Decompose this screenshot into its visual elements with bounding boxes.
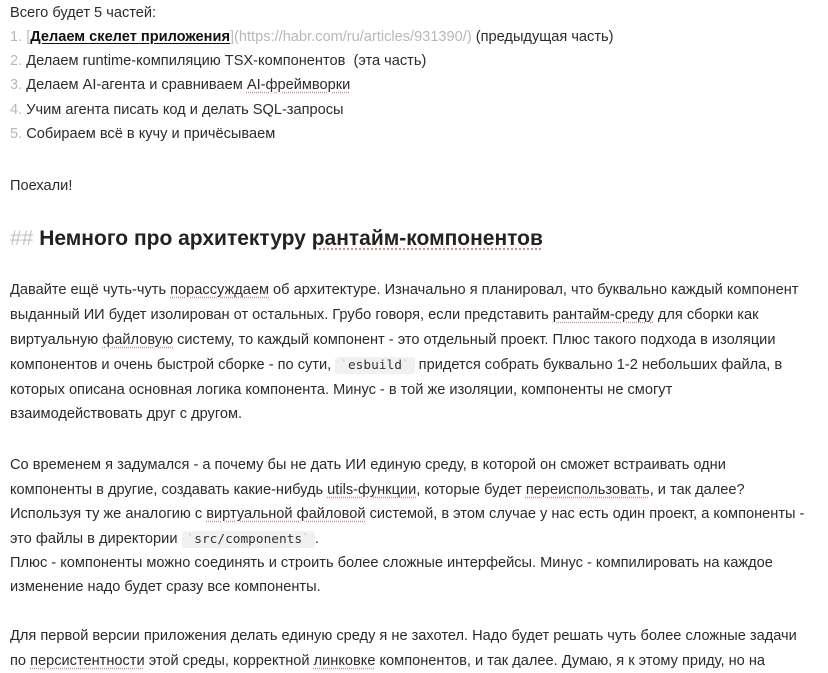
- list-item-suffix: (предыдущая часть): [471, 29, 614, 45]
- text: по: [10, 653, 31, 669]
- text: Для первой версии приложения делать единую среду я не захотел. Надо будет решать чуть более сложные задачи: [10, 628, 797, 644]
- list-item-text: Учим агента писать код и делать SQL-запросы: [26, 102, 344, 118]
- section-heading: [10, 224, 543, 254]
- spellcheck-word[interactable]: переиспользовать: [525, 482, 650, 498]
- spellcheck-word[interactable]: рантайм-среду: [552, 307, 654, 323]
- list-number: 5.: [10, 126, 23, 142]
- paragraph1-line: [10, 353, 782, 377]
- text: систему, то каждый компонент - это отдельный проект. Плюс такого подхода в изоляции: [173, 332, 776, 348]
- text: системой, в этом случае у нас есть один проект, а компоненты -: [365, 506, 805, 522]
- spellcheck-word[interactable]: AI-фреймворки: [246, 77, 351, 93]
- paragraph2-line: [10, 478, 745, 502]
- list-item-text: Делаем AI-агента и сравниваем: [26, 77, 247, 93]
- paragraph3-line: [10, 649, 765, 673]
- paragraph1-line: [10, 303, 759, 327]
- text: выданный ИИ будет изолирован от остальных. Грубо говоря, если представить: [10, 307, 553, 323]
- paragraph2-line: [10, 575, 321, 599]
- text: для сборки как: [653, 307, 759, 323]
- list-item-text: Собираем всё в кучу и причёсываем: [26, 126, 276, 142]
- text: Используя ту же аналогию с: [10, 506, 207, 522]
- text: , которые будет: [416, 482, 526, 498]
- text: .: [314, 531, 319, 547]
- paragraph2-line: [10, 551, 773, 575]
- text: которых описана основная логика компонента. Минус - в той же изоляции, компоненты не смогут: [10, 382, 673, 398]
- spellcheck-word[interactable]: персистентности: [30, 653, 145, 669]
- paragraph1-line: [10, 402, 242, 426]
- spellcheck-word[interactable]: линковке: [313, 653, 376, 669]
- spellcheck-word[interactable]: порассуждаем: [170, 282, 269, 298]
- list-item: [10, 122, 275, 146]
- heading-text: Немного про архитектуру: [39, 227, 312, 250]
- go-line: [10, 174, 72, 198]
- text: Со временем я задумался - а почему бы не дать ИИ единую среду, в которой он сможет встраивать одни: [10, 457, 726, 473]
- heading-markdown-hash: ##: [10, 227, 34, 250]
- inline-code: `esbuild`: [335, 357, 414, 374]
- text: Плюс - компоненты можно соединять и строить более сложные интерфейсы. Минус - компилировать на каждое: [10, 555, 773, 571]
- inline-code-text: src/components: [194, 532, 303, 547]
- link-bracket: ]: [229, 29, 235, 45]
- paragraph1-line: [10, 328, 775, 352]
- text: об архитектуре. Изначально я планировал, что буквально каждый компонент: [269, 282, 799, 298]
- paragraph2-line: [10, 453, 726, 477]
- list-item: [10, 73, 350, 97]
- spellcheck-word[interactable]: utils-функции: [327, 482, 417, 498]
- spellcheck-word[interactable]: файловую: [102, 332, 174, 348]
- list-number: 2.: [10, 53, 23, 69]
- go-text: Поехали!: [10, 178, 73, 194]
- intro-line: [10, 1, 156, 25]
- text: компонентов, и так далее. Думаю, я к этому приду, но на: [375, 653, 766, 669]
- text: изменение надо будет сразу все компоненты.: [10, 579, 321, 595]
- text: , и так далее?: [649, 482, 745, 498]
- list-item-text: Делаем runtime-компиляцию TSX-компонентов (эта часть): [26, 53, 427, 69]
- inline-code: `src/components`: [182, 531, 315, 548]
- paragraph1-line: [10, 378, 672, 402]
- list-item: [10, 25, 614, 49]
- spellcheck-word[interactable]: рантайм-компонентов: [311, 227, 543, 250]
- link-url[interactable]: (https://habr.com/ru/articles/931390/): [234, 29, 472, 45]
- text: виртуальную: [10, 332, 103, 348]
- intro-text: Всего будет 5 частей:: [10, 5, 157, 21]
- link-bracket: [: [26, 29, 31, 45]
- text: этой среды, корректной: [144, 653, 314, 669]
- spellcheck-word[interactable]: виртуальной файловой: [206, 506, 366, 522]
- list-item: [10, 98, 344, 122]
- text: это файлы в директории: [10, 531, 182, 547]
- list-number: 3.: [10, 77, 23, 93]
- text: взаимодействовать друг с другом.: [10, 406, 243, 422]
- link-previous-part[interactable]: Делаем скелет приложения: [30, 29, 230, 45]
- text: компонентов и очень быстрой сборке - по сути,: [10, 357, 336, 373]
- list-number: 1.: [10, 29, 23, 45]
- list-item: [10, 49, 426, 73]
- paragraph2-line: [10, 502, 804, 526]
- text: компоненты в другие, создавать какие-нибудь: [10, 482, 328, 498]
- paragraph1-line: [10, 278, 798, 302]
- text: Давайте ещё чуть-чуть: [10, 282, 171, 298]
- paragraph2-line: [10, 527, 319, 551]
- text: придется собрать буквально 1-2 небольших файла, в: [414, 357, 783, 373]
- inline-code-text: esbuild: [347, 358, 402, 373]
- list-number: 4.: [10, 102, 23, 118]
- paragraph3-line: [10, 624, 797, 648]
